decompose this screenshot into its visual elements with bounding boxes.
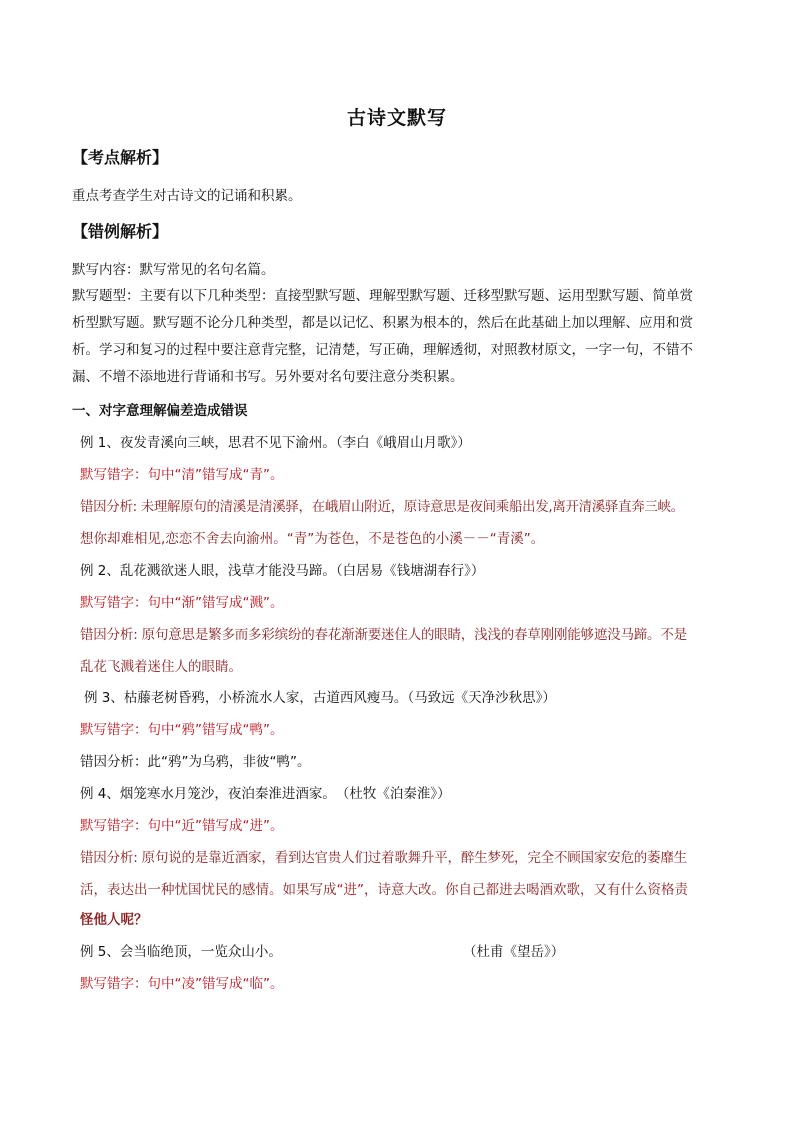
example-4-line: 例 4、烟笼寒水月笼沙，夜泊秦淮进酒家。 （杜牧《泊秦淮》） xyxy=(80,786,451,802)
example-1-analysis-2: 想你却难相见,恋恋不舍去向渝州。“青”为苍色，不是苍色的小溪－－“青溪”。 xyxy=(80,531,545,547)
example-3-line: 例 3、枯藤老树昏鸦，小桥流水人家，古道西风瘦马。（马致远《天净沙秋思》） xyxy=(84,690,556,706)
example-4-analysis-1: 错因分析: 原句说的是靠近酒家，看到达官贵人们过着歌舞升平，醉生梦死，完全不顾国家安危的萎靡生 xyxy=(80,850,687,866)
kaodian-heading: 【考点解析】 xyxy=(72,148,169,167)
example-3-analysis-1: 错因分析：此“鸦”为乌鸦，非彼“鸭”。 xyxy=(80,754,311,770)
example-2-error: 默写错字：句中“渐”错写成“溅”。 xyxy=(80,595,284,611)
example-1-line: 例 1、夜发青溪向三峡，思君不见下渝州。（李白《峨眉山月歌》） xyxy=(80,435,471,451)
intro-content: 默写内容：默写常见的名句名篇。 xyxy=(72,262,275,278)
intro-type-line-3: 析。学习和复习的过程中要注意背完整，记清楚，写正确，理解透彻，对照教材原文，一字一句，不错不 xyxy=(72,342,693,358)
example-2-analysis-1: 错因分析: 原句意思是繁多而多彩缤纷的春花渐渐要迷住人的眼睛，浅浅的春草刚刚能够遮没马蹄。不是 xyxy=(80,627,687,643)
example-4-analysis-3: 怪他人呢？ xyxy=(80,912,148,928)
intro-type-line-2: 析型默写题。默写题不论分几种类型，都是以记忆、积累为根本的，然后在此基础上加以理解、应用和赏 xyxy=(72,315,693,331)
cuoli-heading: 【错例解析】 xyxy=(72,222,169,241)
example-4-analysis-2-quote: “进” xyxy=(336,882,364,898)
example-1-analysis-1: 错因分析: 未理解原句的清溪是清溪驿，在峨眉山附近，原诗意思是夜间乘船出发,离开清溪驿直奔三峡。 xyxy=(80,499,684,515)
intro-type-line-1: 默写题型：主要有以下几种类型：直接型默写题、理解型默写题、迁移型默写题、运用型默写题、简单赏 xyxy=(72,288,693,304)
example-5-error: 默写错字：句中“凌”错写成“临”。 xyxy=(80,976,284,992)
example-5-source: （杜甫《望岳》） xyxy=(463,944,565,960)
example-4-analysis-2a: 活，表达出一种忧国忧民的感情。如果写成 xyxy=(80,882,337,898)
example-2-line: 例 2、乱花溅欲迷人眼，浅草才能没马蹄。（白居易《钱塘湖春行》） xyxy=(80,563,485,579)
example-4-analysis-2 xyxy=(80,880,722,900)
page-title: 古诗文默写 xyxy=(346,107,447,129)
example-5-line: 例 5、会当临绝顶，一览众山小。 xyxy=(80,944,282,960)
example-3-error: 默写错字：句中“鸦”错写成“鸭”。 xyxy=(80,722,284,738)
example-4-error: 默写错字：句中“近”错写成“进”。 xyxy=(80,818,284,834)
example-2-analysis-2: 乱花飞溅着迷住人的眼睛。 xyxy=(80,659,242,675)
kaodian-text: 重点考查学生对古诗文的记诵和积累。 xyxy=(72,188,302,204)
part1-heading: 一、对字意理解偏差造成错误 xyxy=(72,403,248,419)
example-4-analysis-2b: ，诗意大改。你自己都进去喝酒欢歌，又有什么资格责 xyxy=(364,882,688,898)
intro-type-line-4: 漏、不增不添地进行背诵和书写。另外要对名句要注意分类积累。 xyxy=(72,369,464,385)
example-1-error: 默写错字：句中“清”错写成“青”。 xyxy=(80,467,284,483)
